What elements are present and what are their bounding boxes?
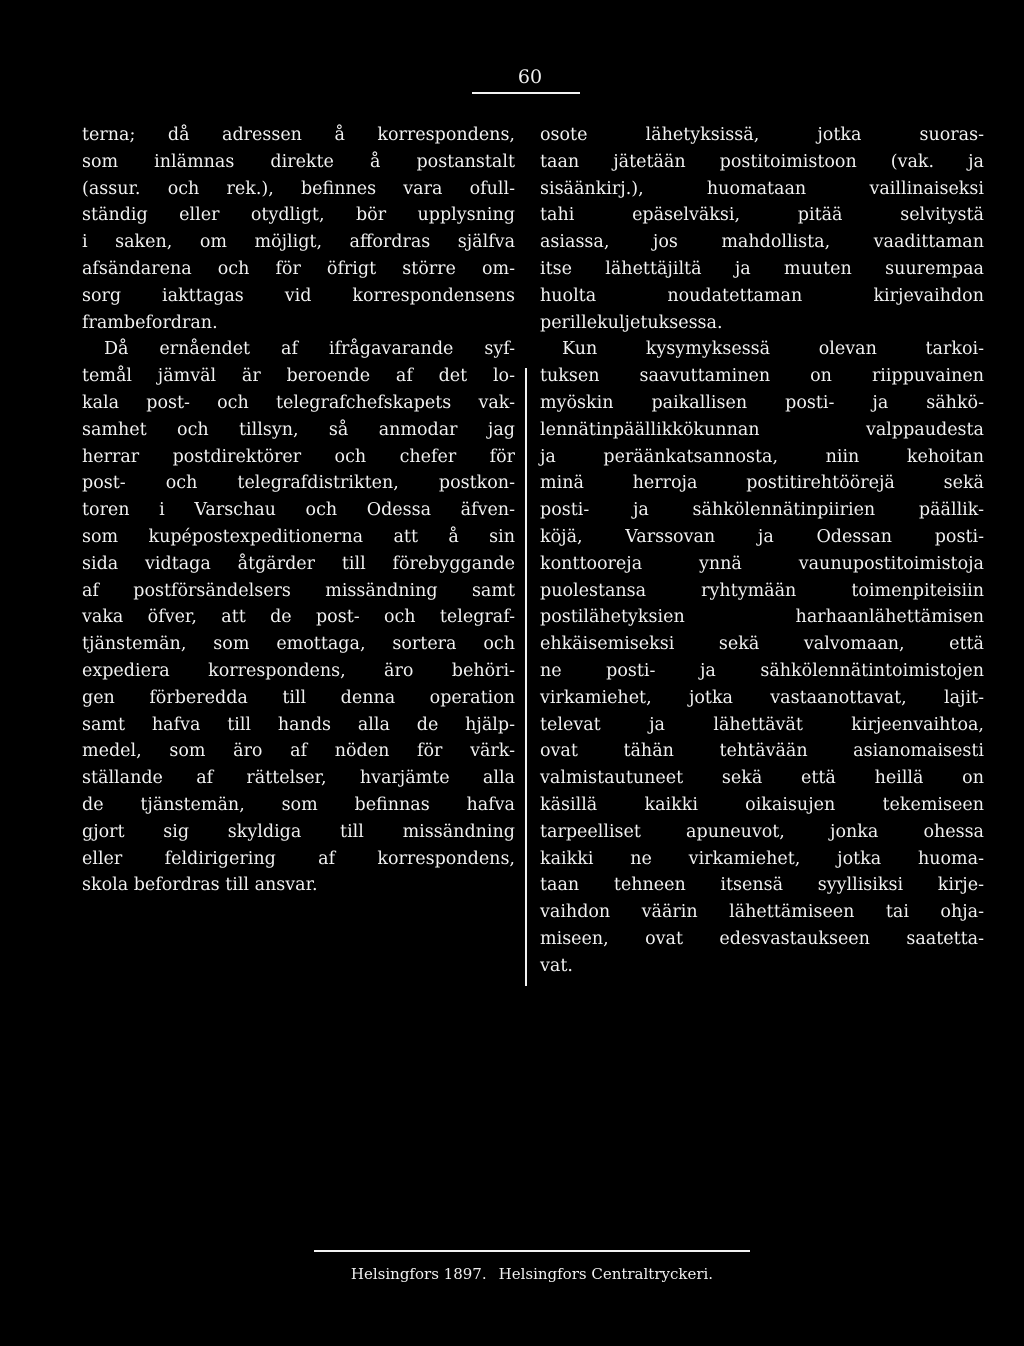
text-line: tuksen saavuttaminen on riippuvainen (540, 366, 984, 387)
text-line: Kun kysymyksessä olevan tarkoi- (562, 339, 984, 360)
text-line: ehkäisemiseksi sekä valvomaan, että (540, 634, 984, 655)
column-divider (525, 368, 527, 986)
text-line: toren i Varschau och Odessa äfven- (82, 500, 515, 521)
text-line: sorg iakttagas vid korrespondensens (82, 285, 515, 306)
text-line: ställande af rättelser, hvarjämte alla (82, 768, 515, 789)
imprint-footer (314, 1264, 750, 1284)
page-number: 60 (517, 66, 543, 88)
text-line: vaihdon väärin lähettämiseen tai ohja- (540, 902, 984, 923)
text-line: terna; då adressen å korrespondens, (82, 125, 515, 145)
text-line: perillekuljetuksessa. (540, 312, 723, 333)
text-line: frambefordran. (82, 312, 218, 333)
text-line: eller feldirigering af korrespondens, (82, 848, 515, 869)
text-line: tarpeelliset apuneuvot, jonka ohessa (540, 821, 984, 842)
text-line: som inlämnas direkte å postanstalt (82, 151, 515, 172)
text-line: Då ernåendet af ifrågavarande syf- (104, 339, 515, 360)
text-line: (assur. och rek.), befinnes vara ofull- (82, 178, 515, 199)
text-line: lennätinpäällikkökunnan valppaudesta (540, 419, 984, 440)
text-line: virkamiehet, jotka vastaanottavat, lajit- (540, 687, 984, 708)
text-line: herrar postdirektörer och chefer för (82, 446, 515, 467)
text-line: itse lähettäjiltä ja muuten suurempaa (540, 258, 984, 279)
text-line: minä herroja postitirehtöörejä sekä (540, 473, 984, 494)
text-line: samt hafva till hands alla de hjälp- (82, 714, 515, 735)
text-line: gjort sig skyldiga till missändning (82, 821, 515, 842)
text-line: vat. (540, 955, 573, 976)
text-line: ovat tähän tehtävään asianomaisesti (540, 741, 984, 762)
text-line: samhet och tillsyn, så anmodar jag (82, 419, 515, 440)
text-line: köjä, Varssovan ja Odessan posti- (540, 526, 984, 547)
text-line: af postförsändelsers missändning samt (82, 580, 515, 601)
text-line: post- och telegrafdistrikten, postkon- (82, 473, 515, 494)
text-line: gen förberedda till denna operation (82, 687, 515, 708)
imprint-printer: Helsingfors Centraltryckeri. (498, 1265, 714, 1283)
text-line: posti- ja sähkölennätinpiirien päällik- (540, 500, 984, 521)
text-line: expediera korrespondens, äro behöri- (82, 660, 515, 681)
imprint-place-year: Helsingfors 1897. (350, 1265, 487, 1283)
text-line: afsändarena och för öfrigt större om- (82, 258, 515, 279)
text-line: osote lähetyksissä, jotka suoras- (540, 125, 984, 145)
text-line: ja peräänkatsannosta, niin kehoitan (540, 446, 984, 467)
text-line: asiassa, jos mahdollista, vaadittaman (540, 232, 984, 253)
text-line: kala post- och telegrafchefskapets vak- (82, 392, 515, 413)
text-line: valmistautuneet sekä että heillä on (540, 768, 984, 789)
text-line: skola befordras till ansvar. (82, 875, 318, 896)
finnish-text-column (540, 122, 984, 980)
page-number-rule (472, 92, 580, 94)
text-line: vaka öfver, att de post- och telegraf- (82, 607, 515, 628)
text-line: kaikki ne virkamiehet, jotka huoma- (540, 848, 984, 869)
text-line: taan jätetään postitoimistoon (vak. ja (540, 151, 984, 172)
text-line: sisäänkirj.), huomataan vaillinaiseksi (540, 178, 984, 199)
text-line: taan tehneen itsensä syyllisiksi kirje- (540, 875, 984, 896)
text-line: ständig eller otydligt, bör upplysning (82, 205, 515, 226)
text-line: i saken, om möjligt, affordras själfva (82, 232, 515, 253)
text-line: medel, som äro af nöden för värk- (82, 741, 515, 762)
text-line: miseen, ovat edesvastaukseen saatetta- (540, 928, 984, 949)
text-line: temål jämväl är beroende af det lo- (82, 366, 515, 387)
text-line: tjänstemän, som emottaga, sortera och (82, 634, 515, 655)
text-line: de tjänstemän, som befinnas hafva (82, 794, 515, 815)
text-line: konttooreja ynnä vaunupostitoimistoja (540, 553, 984, 574)
swedish-text-column (82, 122, 515, 899)
text-line: postilähetyksien harhaanlähettämisen (540, 607, 984, 628)
text-line: myöskin paikallisen posti- ja sähkö- (540, 392, 984, 413)
text-line: tahi epäselväksi, pitää selvitystä (540, 205, 984, 226)
text-line: puolestansa ryhtymään toimenpiteisiin (540, 580, 984, 601)
text-line: käsillä kaikki oikaisujen tekemiseen (540, 794, 984, 815)
text-line: ne posti- ja sähkölennätintoimistojen (540, 660, 984, 681)
footer-rule (314, 1250, 750, 1252)
text-line: som kupépostexpeditionerna att å sin (82, 526, 515, 547)
text-line: sida vidtaga åtgärder till förebyggande (82, 553, 515, 574)
text-line: huolta noudatettaman kirjevaihdon (540, 285, 984, 306)
text-line: televat ja lähettävät kirjeenvaihtoa, (540, 714, 984, 735)
